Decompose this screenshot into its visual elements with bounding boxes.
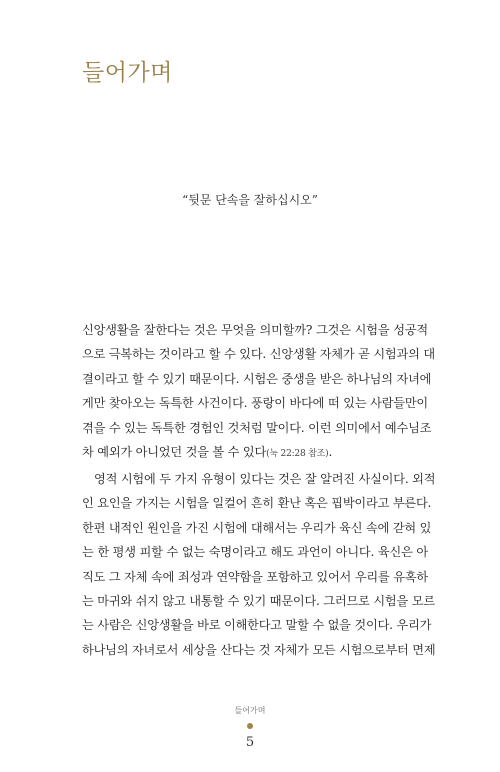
epigraph: “뒷문 단속을 잘하십시오” — [182, 193, 318, 207]
text-line: 는 사람은 신앙생활을 바로 이해한다고 말할 수 없을 것이다. 우리가 — [82, 618, 432, 633]
text-line: 게만 찾아오는 독특한 사건이다. 풍랑이 바다에 떠 있는 사람들만이 — [82, 396, 428, 411]
paragraph-2 — [82, 467, 436, 663]
text-line: 한편 내적인 원인을 가진 시험에 대해서는 우리가 육신 속에 갇혀 있 — [82, 520, 432, 535]
text-line-content: 차 예외가 아니었던 것을 볼 수 있다 — [82, 445, 267, 460]
text-line: 직도 그 자체 속에 죄성과 연약함을 포함하고 있어서 우리를 유혹하 — [82, 569, 428, 584]
paragraph-1 — [82, 318, 435, 467]
text-line: 결이라고 할 수 있기 때문이다. 시험은 중생을 받은 하나님의 자녀에 — [82, 371, 432, 386]
page-number: 5 — [245, 735, 255, 750]
footer-dot-ornament — [247, 723, 253, 729]
text-line — [82, 440, 428, 466]
chapter-title: 들어가며 — [82, 60, 173, 86]
running-footer-title: 들어가며 — [234, 706, 266, 715]
text-line: 영적 시험에 두 가지 유형이 있다는 것은 잘 알려진 사실이다. 외적 — [94, 471, 436, 486]
text-line: 는 한 평생 피할 수 없는 숙명이라고 해도 과언이 아니다. 육신은 아 — [82, 545, 428, 560]
scripture-reference: (눅 22:28 참조) — [266, 449, 329, 460]
body-text — [82, 318, 436, 662]
text-line-end: . — [328, 445, 333, 460]
text-line: 인 요인을 가지는 시험을 일컬어 흔히 환난 혹은 핍박이라고 부른다. — [82, 496, 432, 511]
text-line: 하나님의 자녀로서 세상을 산다는 것 자체가 모든 시험으로부터 면제 — [82, 642, 436, 657]
text-line: 겪을 수 있는 독특한 경험인 것처럼 말이다. 이런 의미에서 예수님조 — [82, 420, 432, 435]
text-line: 신앙생활을 잘한다는 것은 무엇을 의미할까? 그것은 시험을 성공적 — [82, 323, 428, 337]
text-line: 으로 극복하는 것이라고 할 수 있다. 신앙생활 자체가 곧 시험과의 대 — [82, 347, 435, 362]
text-line: 는 마귀와 쉬지 않고 내통할 수 있기 때문이다. 그러므로 시험을 모르 — [82, 593, 435, 608]
